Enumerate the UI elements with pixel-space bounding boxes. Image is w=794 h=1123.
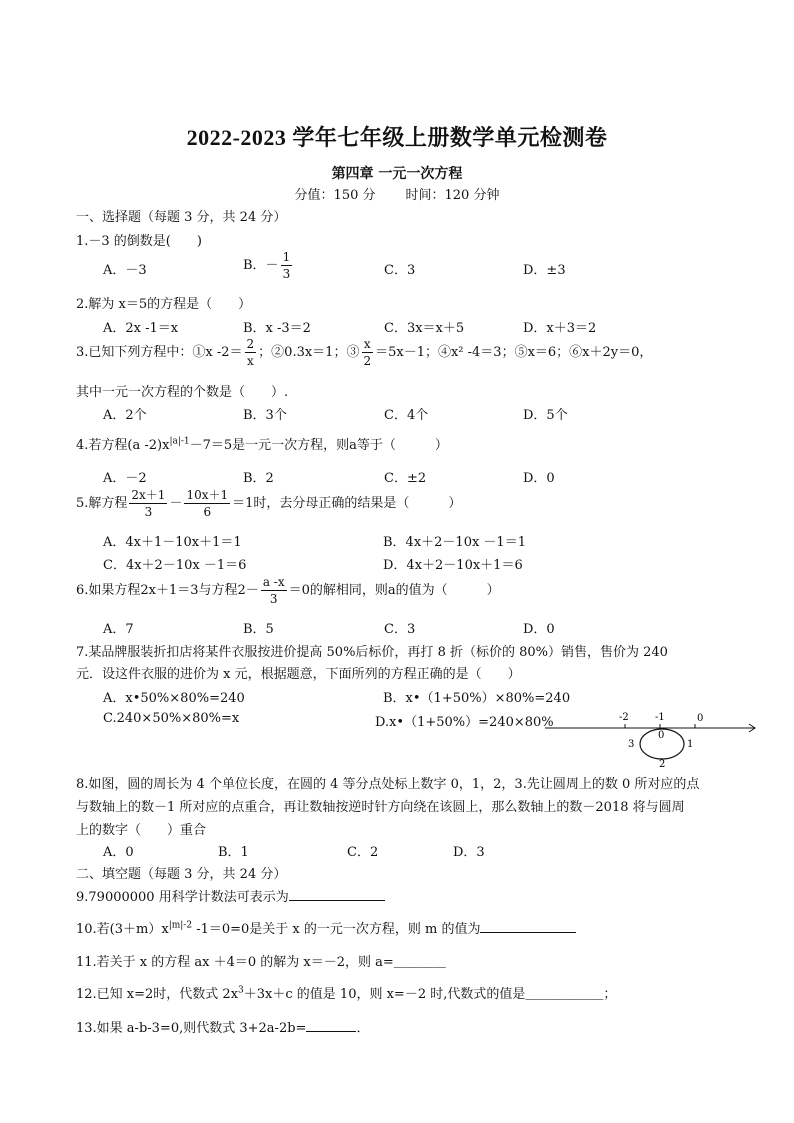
question-7-line1: 7.某品牌服装折扣店将某件衣服按进价提高 50%后标价，再打 8 折（标价的 80%）销售，售价为 240 [76, 645, 668, 660]
q5-option-a: A．4x＋1－10x＋1＝1 [103, 535, 242, 550]
question-11-stem: 11.若关于 x 的方程 ax ＋4＝0 的解为 x＝－2，则 a=＿＿＿＿ [76, 955, 446, 970]
q3-option-c: C．4个 [384, 408, 429, 423]
q1-option-c: C．3 [384, 263, 416, 278]
question-1-stem: 1.－3 的倒数是( ) [76, 234, 202, 249]
q5-fraction-1: $\frac{2x+1}{3}$ [131, 488, 166, 519]
q8-option-d: D．3 [453, 845, 485, 860]
q10-answer-blank[interactable] [480, 920, 576, 933]
q3-option-b: B．3个 [243, 408, 287, 423]
question-6-stem: 6.如果方程2x＋1＝3与方程2－ $\frac{a -x}{3}$ ＝0的解相同，则a的值为（ ） [76, 575, 500, 606]
circle-label-3: 3 [628, 739, 635, 750]
axis-label-zero: 0 [697, 713, 704, 724]
axis-label-minus-2: -2 [619, 712, 629, 723]
q2-option-d: D．x＋3＝2 [523, 321, 597, 336]
q6-option-a: A．7 [103, 622, 134, 637]
q3-fraction-2: $\frac{x}{2}$ [363, 337, 372, 368]
q4-option-a: A．－2 [103, 471, 147, 486]
q6-option-b: B．5 [243, 622, 274, 637]
q4-option-c: C．±2 [384, 471, 427, 486]
q1-b-fraction: $\frac{1}{3}$ [282, 250, 291, 281]
q7-option-b: B．x•（1+50%）×80%=240 [383, 691, 571, 706]
q3-option-a: A．2个 [103, 408, 147, 423]
q3-fraction-1: $\frac{2}{x}$ [246, 337, 255, 368]
q8-option-a: A．0 [103, 845, 134, 860]
question-8-line3: 上的数字（ ）重合 [76, 823, 207, 838]
q5-option-d: D．4x＋2－10x＋1＝6 [383, 558, 523, 573]
q2-option-c: C．3x＝x＋5 [384, 321, 465, 336]
question-3-stem: 3.已知下列方程中：①x -2＝ $\frac{2}{x}$ ；②0.3x＝1；③ $\frac{x}{2}$ ＝5x－1；④x² -4＝3；⑤x＝6；⑥x＋2y＝0， [76, 337, 653, 368]
q3-option-d: D．5个 [523, 408, 568, 423]
circle-label-1: 1 [687, 739, 694, 750]
q13-answer-blank[interactable] [306, 1019, 356, 1032]
question-9-stem: 9.79000000 用科学计数法可表示为 [76, 886, 385, 905]
question-8-line1: 8.如图，圆的周长为 4 个单位长度，在圆的 4 等分点处标上数字 0，1，2，3.先让圆周上的数 0 所对应的点 [76, 777, 700, 792]
q7-option-a: A．x•50%×80%=240 [103, 691, 245, 706]
q2-option-a: A．2x -1＝x [103, 321, 179, 336]
question-4-stem: 4.若方程(a $-2)x^{|a|-1}-7=5$是一元一次方程，则a等于（ ） [76, 436, 448, 453]
question-2-stem: 2.解为 x＝5的方程是（ ） [76, 297, 252, 312]
section-choice-heading: 一、选择题（每题 3 分，共 24 分） [76, 210, 287, 225]
number-line-circle-figure [545, 708, 760, 768]
chapter-subtitle: 第四章 一元一次方程 [331, 166, 463, 182]
page-title: 2022-2023 学年七年级上册数学单元检测卷 [186, 125, 608, 150]
circle-label-0: 0 [658, 730, 665, 741]
q1-option-a: A．－3 [103, 263, 147, 278]
q9-answer-blank[interactable] [289, 888, 385, 901]
section-fill-heading: 二、填空题（每题 3 分，共 24 分） [76, 867, 287, 882]
circle-label-2: 2 [659, 759, 666, 768]
question-5-stem: 5.解方程 $\frac{2x+1}{3}$ － $\frac{10x+1}{6}$ ＝1时，去分母正确的结果是（ ） [76, 488, 462, 519]
question-12-stem: 12.已知 x=2时，代数式 $2x^3+3x+c$ 的值是 10，则 x=－2 时,代数式的值是＿＿＿＿＿＿； [76, 985, 617, 1002]
q5-fraction-2: $\frac{10x+1}{6}$ [186, 488, 229, 519]
q5-option-c: C．4x＋2－10x －1＝6 [103, 558, 247, 573]
time-label: 时间：120 分钟 [405, 188, 500, 203]
q8-option-b: B．1 [218, 845, 249, 860]
question-7-line2: 元．设这件衣服的进价为 x 元，根据题意，下面所列的方程正确的是（ ） [76, 667, 521, 682]
score-label: 分值：150 分 [294, 188, 376, 203]
q6-option-d: D．0 [523, 622, 555, 637]
q4-option-d: D．0 [523, 471, 555, 486]
question-8-line2: 与数轴上的数－1 所对应的点重合，再让数轴按逆时针方向绕在该圆上，那么数轴上的数－2018 将与圆周 [76, 800, 685, 815]
exam-meta [0, 184, 794, 203]
q6-fraction: $\frac{a -x}{3}$ [262, 575, 285, 606]
axis-label-minus-1: -1 [655, 712, 665, 723]
q8-option-c: C．2 [347, 845, 379, 860]
question-13-stem: 13.如果 a-b-3=0,则代数式 3+2a-2b= ． [76, 1021, 370, 1036]
q2-option-b: B．x -3＝2 [243, 321, 311, 336]
q1-option-b: B．－ $\frac{1}{3}$ [243, 250, 291, 281]
q1-option-d: D．±3 [523, 263, 566, 278]
question-3-line2: 其中一元一次方程的个数是（ ）. [76, 385, 289, 400]
q7-option-d: D.x•（1+50%）=240×80% [375, 715, 554, 730]
q6-option-c: C．3 [384, 622, 416, 637]
q5-option-b: B．4x＋2－10x －1＝1 [383, 535, 526, 550]
q4-option-b: B．2 [243, 471, 274, 486]
q7-option-c: C.240×50%×80%=x [103, 711, 240, 726]
question-10-stem: 10.若$(3+m)x^{|m|-2}$ -1＝0=0是关于 x 的一元一次方程，则 m 的值为 [76, 918, 576, 937]
